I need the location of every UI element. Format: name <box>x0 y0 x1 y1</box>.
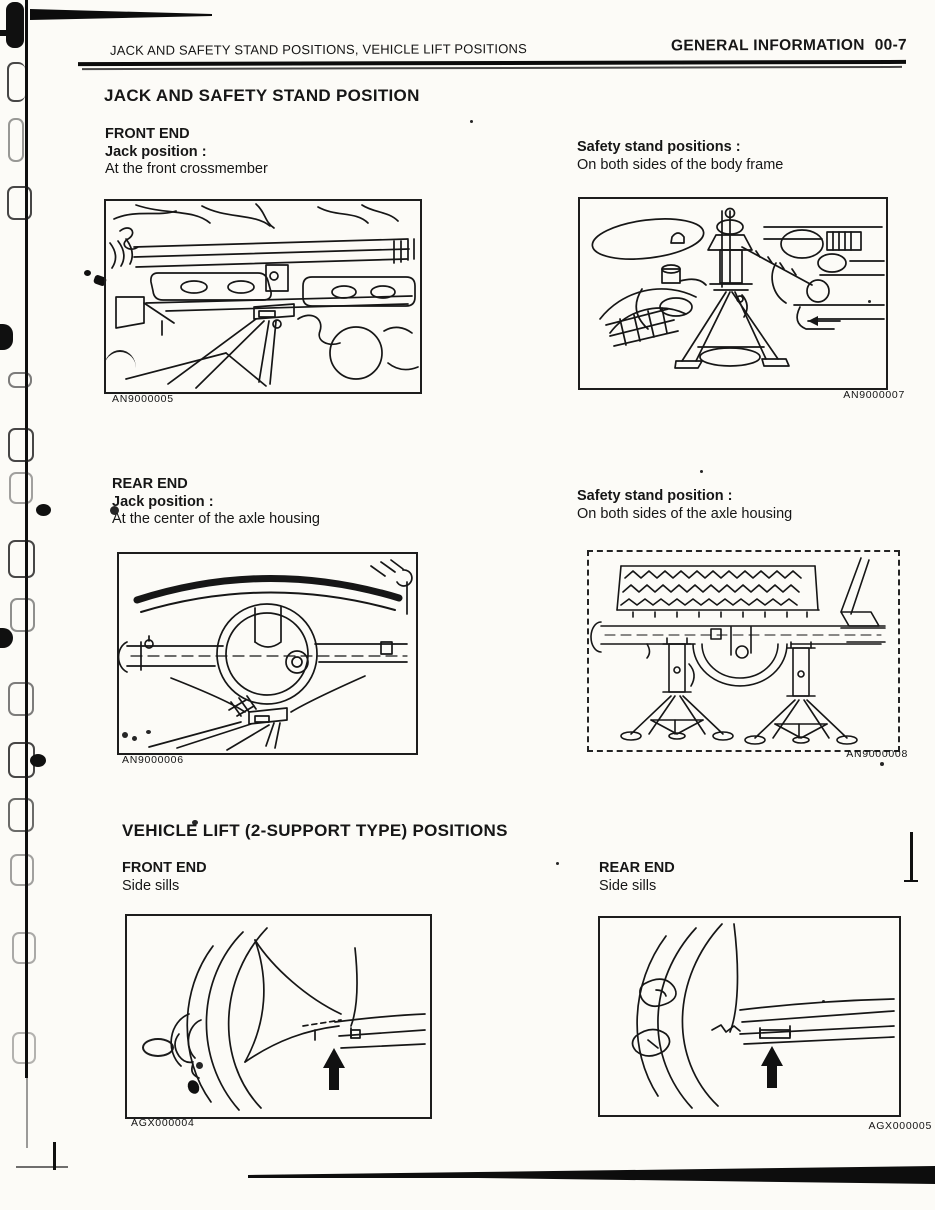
binder-hole-mark <box>12 1032 36 1064</box>
lift-rear-text: Side sills <box>599 877 657 894</box>
rear-safety-stands-illustration <box>589 552 898 750</box>
scan-blotch <box>30 754 46 767</box>
scan-blotch <box>6 2 24 48</box>
scan-streak-bottom <box>248 1166 935 1190</box>
scan-blotch <box>0 324 13 350</box>
binder-hole-mark <box>9 472 33 504</box>
scan-blotch <box>0 628 13 648</box>
scan-blotch <box>36 504 51 516</box>
page-number: 00-7 <box>874 36 908 54</box>
front-end-heading: FRONT END <box>105 126 190 142</box>
binder-hole-mark <box>8 118 24 162</box>
binder-spine-line-tail <box>26 1078 28 1148</box>
binder-hole-mark <box>8 540 35 578</box>
figure-front-jack-position <box>104 199 422 394</box>
binder-hole-mark <box>8 372 32 388</box>
binder-hole-mark <box>10 854 34 886</box>
scan-speck <box>84 270 91 276</box>
scan-speck <box>556 862 559 865</box>
figure-rear-jack-position <box>117 552 418 755</box>
rear-stand-position-label: Safety stand position : <box>577 488 733 504</box>
scan-streak-top <box>30 8 220 24</box>
front-jack-position-text: At the front crossmember <box>105 161 268 177</box>
lift-front-text: Side sills <box>122 877 180 894</box>
figure-code: AN9000005 <box>112 393 174 405</box>
scan-blotch <box>0 30 9 36</box>
figure-code: AGX000005 <box>868 1120 932 1132</box>
figure-front-safety-stand <box>578 197 888 390</box>
binder-hole-mark <box>12 932 36 964</box>
lift-rear-label-block <box>599 860 675 895</box>
rear-jack-position-label: Jack position : <box>112 493 214 510</box>
front-stand-position-label: Safety stand positions : <box>577 139 741 155</box>
front-lift-point-illustration <box>127 916 430 1117</box>
front-safety-stand-illustration <box>580 199 886 388</box>
page-title <box>671 37 907 56</box>
front-jack-position-label: Jack position : <box>105 143 207 160</box>
rear-lift-point-illustration <box>600 918 899 1115</box>
scan-speck <box>16 1166 68 1168</box>
header-rule <box>78 60 906 66</box>
front-stand-position-text: On both sides of the body frame <box>577 156 784 173</box>
front-jack-illustration <box>106 201 420 392</box>
front-end-stand-label-block <box>577 139 783 174</box>
figure-front-lift-point <box>125 914 432 1119</box>
rear-end-heading: REAR END <box>112 476 188 492</box>
rear-jack-position-text: At the center of the axle housing <box>112 511 320 527</box>
front-end-jack-label-block <box>105 126 268 179</box>
breadcrumb: JACK AND SAFETY STAND POSITIONS, VEHICLE LIFT POSITIONS <box>109 41 528 58</box>
figure-code: AN9000006 <box>122 754 184 766</box>
scan-speck <box>470 120 473 123</box>
figure-rear-lift-point <box>598 916 901 1117</box>
rear-stand-position-text: On both sides of the axle housing <box>577 505 793 522</box>
lift-rear-heading: REAR END <box>599 860 675 876</box>
binder-hole-mark <box>8 428 34 462</box>
figure-rear-safety-stands <box>587 550 900 752</box>
scan-speck <box>904 880 918 882</box>
rear-jack-illustration <box>119 554 416 753</box>
scan-speck <box>880 762 884 766</box>
binder-hole-mark <box>7 186 32 220</box>
rear-end-stand-label-block <box>577 488 792 523</box>
lift-point-arrow-icon <box>323 1048 345 1090</box>
binder-hole-mark <box>8 682 34 716</box>
lift-front-label-block <box>122 860 207 895</box>
jack-section-title: JACK AND SAFETY STAND POSITION <box>104 86 420 105</box>
section-title: GENERAL INFORMATION <box>671 36 865 55</box>
lift-section-title: VEHICLE LIFT (2-SUPPORT TYPE) POSITIONS <box>122 821 508 840</box>
binder-hole-mark <box>10 598 35 632</box>
binder-spine-line <box>25 0 28 1078</box>
binder-hole-mark <box>7 62 25 102</box>
scan-speck <box>700 470 703 473</box>
figure-code: AGX000004 <box>131 1117 195 1129</box>
header-rule-secondary <box>82 66 902 70</box>
scan-speck <box>910 832 913 882</box>
figure-code: AN9000007 <box>843 389 905 401</box>
lift-front-heading: FRONT END <box>122 860 207 876</box>
figure-code: AN9000008 <box>846 748 908 760</box>
rear-end-jack-label-block <box>112 476 320 529</box>
binder-hole-mark <box>8 798 34 832</box>
lift-point-arrow-icon <box>761 1046 783 1088</box>
